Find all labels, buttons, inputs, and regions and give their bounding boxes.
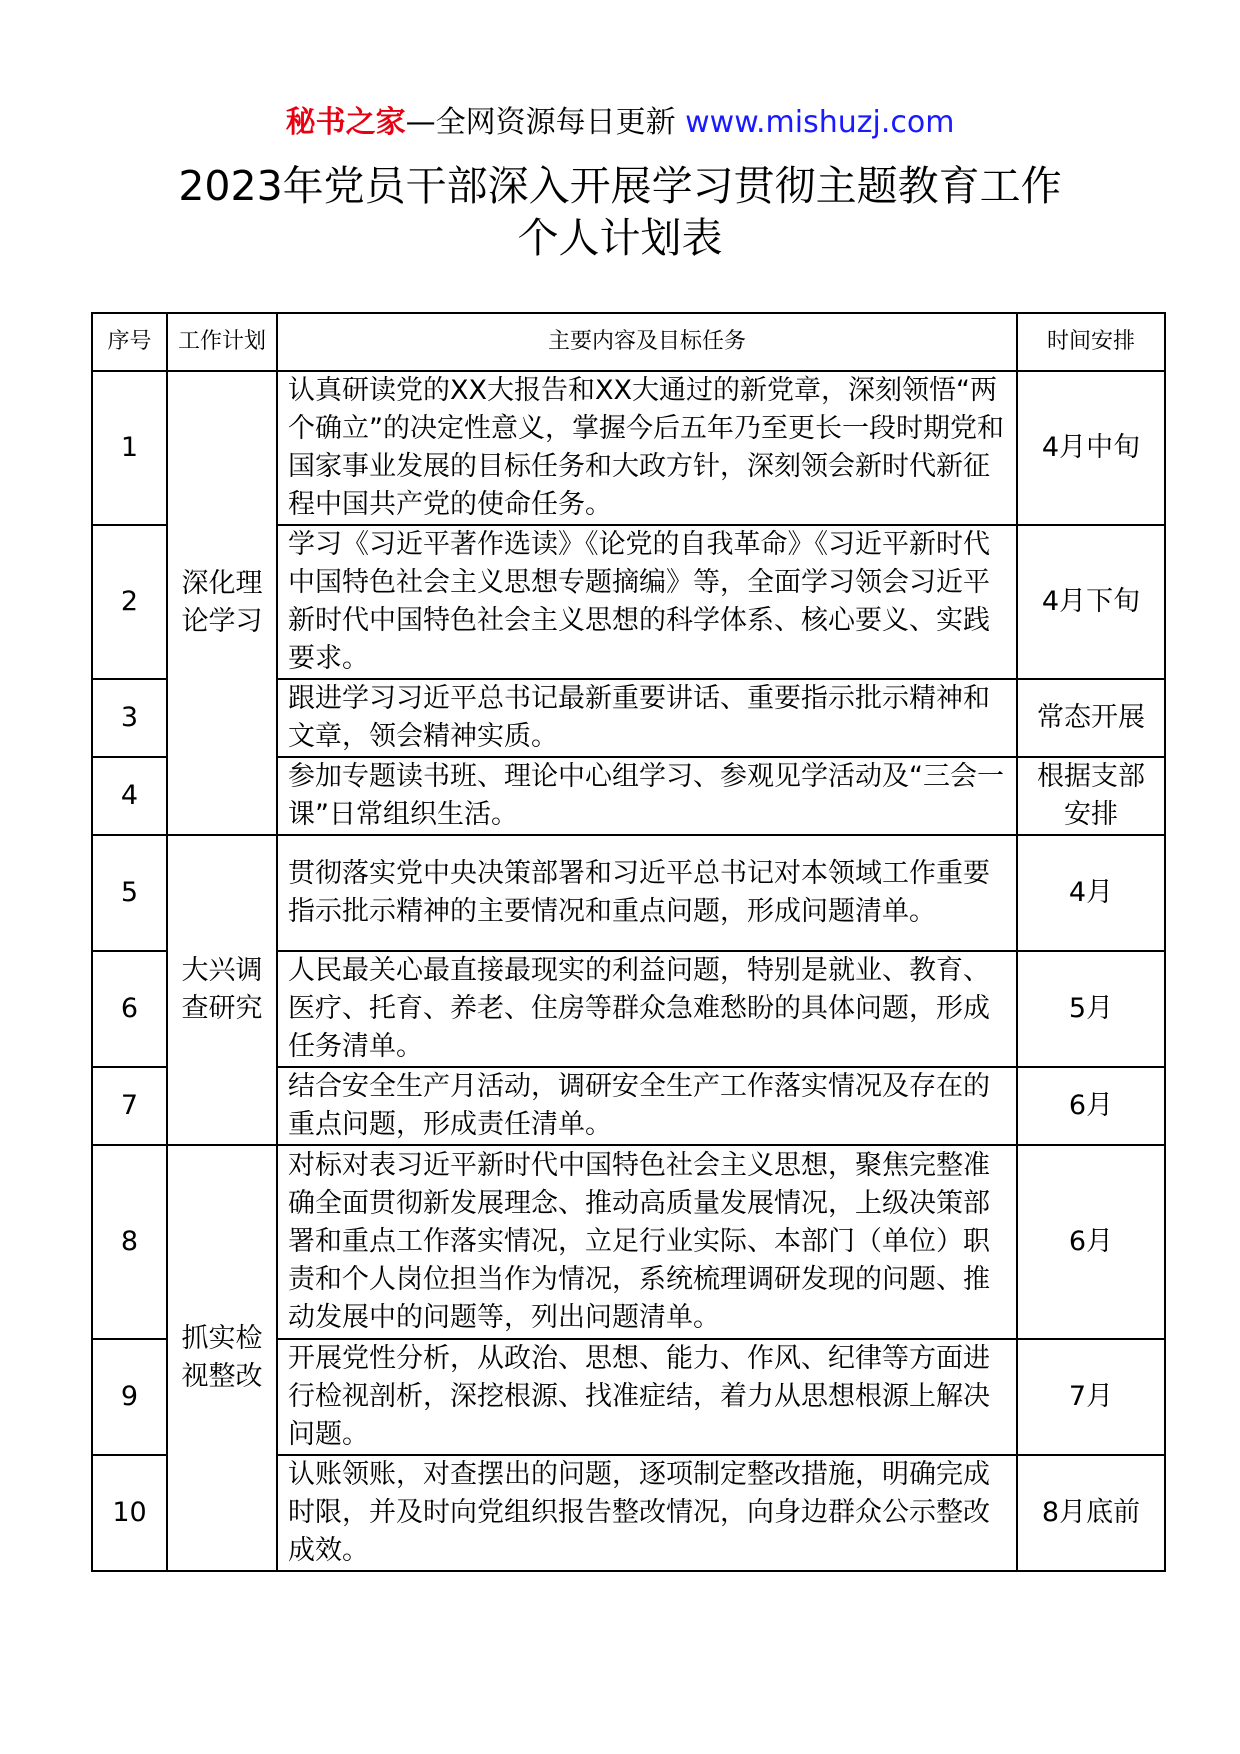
row-content: 跟进学习习近平总书记最新重要讲话、重要指示批示精神和文章，领会精神实质。 — [277, 679, 1017, 757]
table-row — [92, 835, 1165, 951]
table-row — [92, 1145, 1165, 1339]
group-cell: 大兴调查研究 — [167, 835, 277, 1145]
row-time: 5月 — [1017, 951, 1165, 1067]
header-time: 时间安排 — [1017, 313, 1165, 371]
table-header-row — [92, 313, 1165, 371]
row-seq: 3 — [92, 679, 167, 757]
group-cell: 抓实检视整改 — [167, 1145, 277, 1571]
row-time: 4月 — [1017, 835, 1165, 951]
table-row — [92, 371, 1165, 525]
header-content: 主要内容及目标任务 — [277, 313, 1017, 371]
row-seq: 6 — [92, 951, 167, 1067]
row-content: 学习《习近平著作选读》《论党的自我革命》《习近平新时代中国特色社会主义思想专题摘编》等，全面学习领会习近平新时代中国特色社会主义思想的科学体系、核心要义、实践要求。 — [277, 525, 1017, 679]
watermark-banner — [0, 103, 1240, 143]
row-time: 8月底前 — [1017, 1455, 1165, 1571]
row-seq: 9 — [92, 1339, 167, 1455]
watermark-brand: 秘书之家 — [285, 105, 406, 140]
plan-table — [91, 312, 1166, 1572]
header-seq: 序号 — [92, 313, 167, 371]
row-seq: 10 — [92, 1455, 167, 1571]
row-content: 认真研读党的XX大报告和XX大通过的新党章，深刻领悟“两个确立”的决定性意义，掌握今后五年乃至更长一段时期党和国家事业发展的目标任务和大政方针，深刻领会新时代新征程中国共产党的使命任务。 — [277, 371, 1017, 525]
row-content: 参加专题读书班、理论中心组学习、参观见学活动及“三会一课”日常组织生活。 — [277, 757, 1017, 835]
row-time: 4月中旬 — [1017, 371, 1165, 525]
row-seq: 4 — [92, 757, 167, 835]
row-seq: 2 — [92, 525, 167, 679]
row-time: 7月 — [1017, 1339, 1165, 1455]
row-seq: 1 — [92, 371, 167, 525]
watermark-url[interactable]: www.mishuzj.com — [685, 105, 955, 140]
row-time: 6月 — [1017, 1145, 1165, 1339]
row-content: 认账领账，对查摆出的问题，逐项制定整改措施，明确完成时限，并及时向党组织报告整改情况，向身边群众公示整改成效。 — [277, 1455, 1017, 1571]
row-content: 结合安全生产月活动，调研安全生产工作落实情况及存在的重点问题，形成责任清单。 — [277, 1067, 1017, 1145]
row-time: 6月 — [1017, 1067, 1165, 1145]
row-content: 开展党性分析，从政治、思想、能力、作风、纪律等方面进行检视剖析，深挖根源、找准症结，着力从思想根源上解决问题。 — [277, 1339, 1017, 1455]
watermark-slogan: —全网资源每日更新 — [405, 105, 676, 140]
document-title — [0, 160, 1240, 264]
title-line-2: 个人计划表 — [517, 214, 723, 262]
row-content: 贯彻落实党中央决策部署和习近平总书记对本领域工作重要指示批示精神的主要情况和重点问题，形成问题清单。 — [277, 835, 1017, 951]
header-plan: 工作计划 — [167, 313, 277, 371]
group-cell: 深化理论学习 — [167, 371, 277, 835]
row-seq: 8 — [92, 1145, 167, 1339]
title-line-1: 2023年党员干部深入开展学习贯彻主题教育工作 — [178, 162, 1062, 210]
row-time: 根据支部安排 — [1017, 757, 1165, 835]
row-time: 常态开展 — [1017, 679, 1165, 757]
row-content: 对标对表习近平新时代中国特色社会主义思想，聚焦完整准确全面贯彻新发展理念、推动高质量发展情况，上级决策部署和重点工作落实情况，立足行业实际、本部门（单位）职责和个人岗位担当作为情况，系统梳理调研发现的问题、推动发展中的问题等，列出问题清单。 — [277, 1145, 1017, 1339]
row-seq: 5 — [92, 835, 167, 951]
row-seq: 7 — [92, 1067, 167, 1145]
row-content: 人民最关心最直接最现实的利益问题，特别是就业、教育、医疗、托育、养老、住房等群众急难愁盼的具体问题，形成任务清单。 — [277, 951, 1017, 1067]
row-time: 4月下旬 — [1017, 525, 1165, 679]
